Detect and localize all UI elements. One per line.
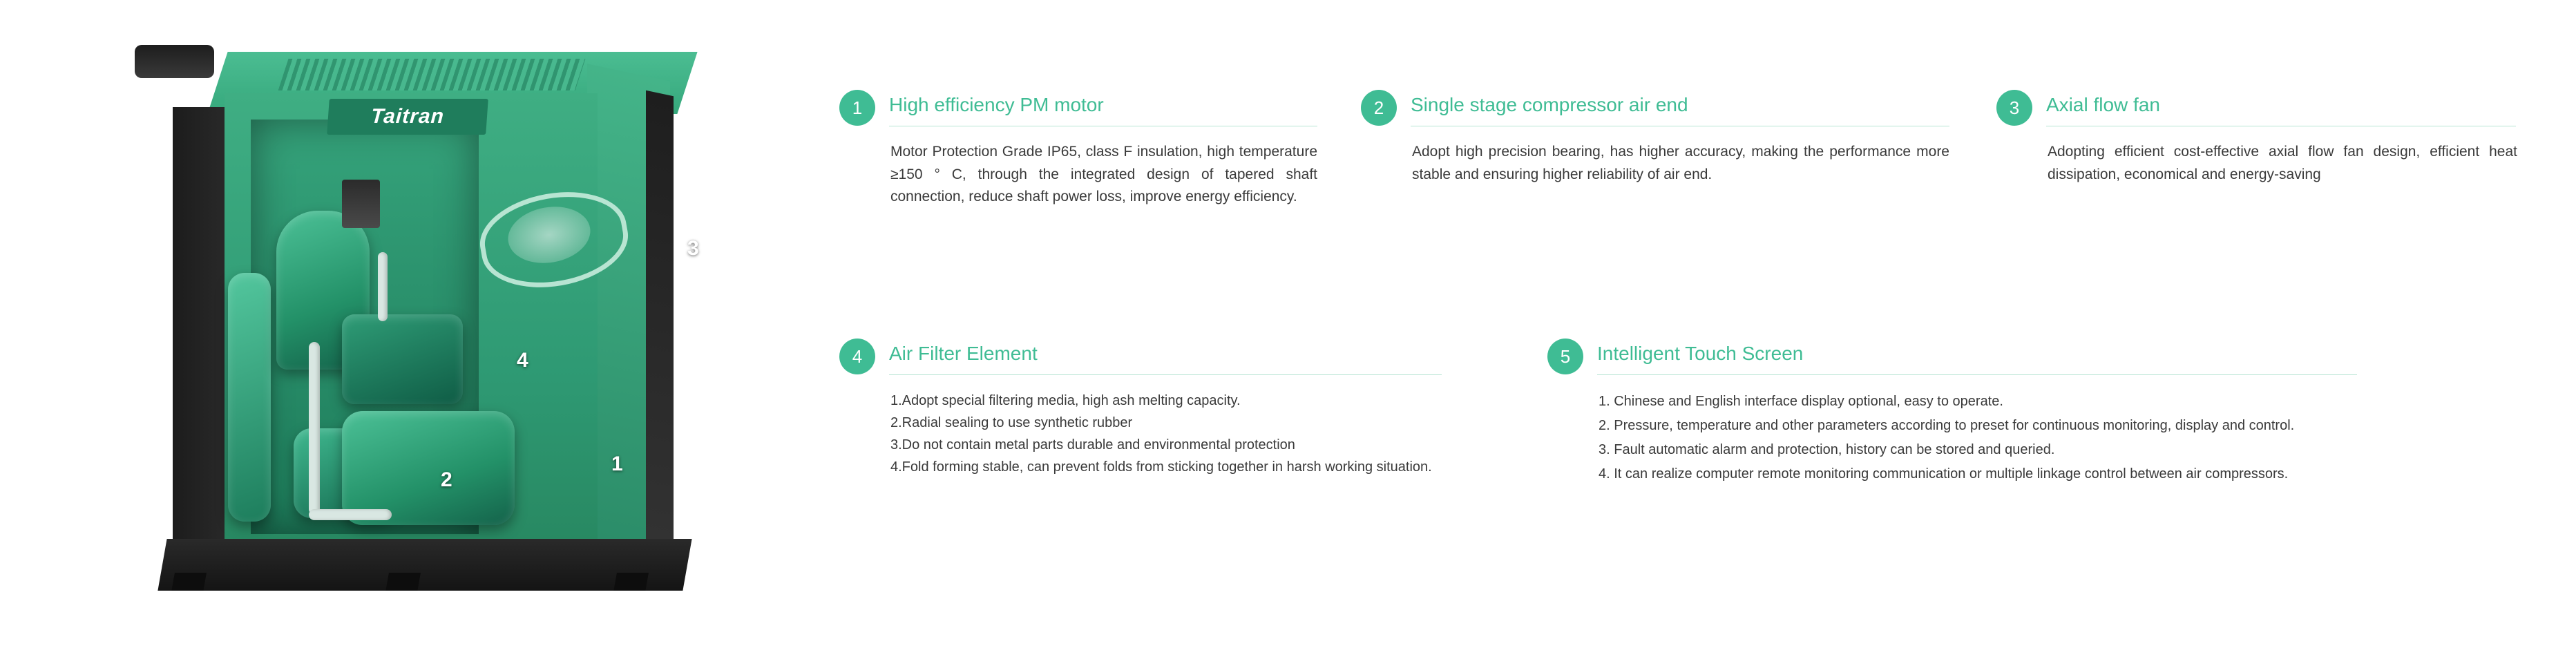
image-callout-4: 4 [517, 349, 528, 372]
feature-title-1: High efficiency PM motor [889, 94, 1104, 115]
base-foot-left [171, 573, 207, 591]
feature-body-line: 2.Radial sealing to use synthetic rubber [890, 415, 1133, 430]
feature-body-line: 1. Chinese and English interface display optional, easy to operate. [1599, 394, 2003, 409]
feature-divider-4 [889, 374, 1442, 375]
feature-body-line: 4.Fold forming stable, can prevent folds from sticking together in harsh working situation. [890, 459, 1432, 475]
feature-body-1: Motor Protection Grade IP65, class F insulation, high temperature ≥150 ° C, through the integrated design of tapered shaft connection, reduce shaft power loss, improve energy efficiency. [890, 144, 1317, 205]
pipe-vertical-center [378, 252, 388, 321]
oil-separator-tank [228, 273, 271, 522]
feature-title-5: Intelligent Touch Screen [1597, 343, 1804, 364]
image-callout-1: 1 [611, 452, 623, 475]
feature-badge-2: 2 [1361, 90, 1397, 126]
cabinet-top-grille [278, 59, 586, 90]
feature-title-2: Single stage compressor air end [1411, 94, 1688, 115]
feature-body-line: 3.Do not contain metal parts durable and environmental protection [890, 437, 1295, 452]
air-filter-cap [135, 45, 214, 78]
feature-body-line: 1.Adopt special filtering media, high ash melting capacity. [890, 393, 1241, 408]
product-image [104, 38, 739, 611]
pm-motor [342, 411, 515, 525]
base-frame [158, 539, 691, 591]
feature-badge-4: 4 [839, 339, 875, 374]
feature-body-line: 3. Fault automatic alarm and protection, history can be stored and queried. [1599, 442, 2055, 457]
feature-body-5 [1599, 390, 2358, 486]
feature-title-4: Air Filter Element [889, 343, 1038, 364]
air-compressor-illustration [135, 45, 701, 598]
control-module-box [342, 180, 380, 228]
feature-title-3: Axial flow fan [2046, 94, 2160, 115]
feature-body-2: Adopt high precision bearing, has higher accuracy, making the performance more stable and ensuring higher reliability of air end. [1412, 144, 1949, 182]
pipe-horizontal-bottom [309, 509, 392, 520]
base-foot-center [385, 573, 421, 591]
image-callout-2: 2 [441, 468, 452, 491]
feature-badge-1: 1 [839, 90, 875, 126]
image-callout-3: 3 [687, 237, 699, 260]
feature-list [839, 90, 2532, 587]
brand-logo: Taitran [327, 99, 488, 135]
feature-badge-3: 3 [1996, 90, 2032, 126]
feature-body-3: Adopting efficient cost-effective axial flow fan design, efficient heat dissipation, economical and energy-saving [2048, 144, 2517, 182]
cabinet-right-shadow-panel [646, 90, 674, 546]
feature-body-4 [890, 390, 1443, 478]
air-filter-element [342, 314, 463, 404]
feature-divider-5 [1597, 374, 2357, 375]
feature-body-line: 4. It can realize computer remote monitoring communication or multiple linkage control between air compressors. [1599, 466, 2289, 482]
base-foot-right [613, 573, 649, 591]
feature-badge-5: 5 [1547, 339, 1583, 374]
pipe-vertical-left [309, 342, 320, 515]
feature-body-line: 2. Pressure, temperature and other parameters according to preset for continuous monitoring, display and control. [1599, 418, 2295, 433]
